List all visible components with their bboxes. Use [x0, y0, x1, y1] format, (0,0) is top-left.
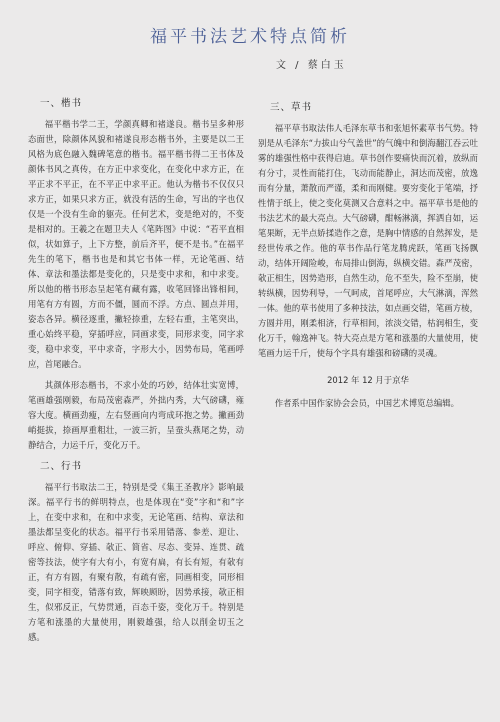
paragraph-kaishu-2: 其颜体形态楷书，不求小处的巧妙，结体壮实宽博，笔画雄强刚毅，布局茂密森严，外拙内秀，大气磅礴，雍容大度。横画劲瘦，左右竖画向内弯成环抱之势。撇画劲峭挺拔，捺画厚重粗壮，一波三折，呈蚕头燕尾之势，动静结合，力运千斤，变化万千。: [28, 380, 244, 450]
article-title: 福平书法艺术特点简析: [150, 27, 350, 47]
section-heading-kaishu: 一、楷书: [40, 98, 83, 109]
paragraph-caoshu-1: 福平草书取法伟人毛泽东草书和张旭怀素草书气势。特别是从毛泽东“力拔山兮气盖世”的气魄中和倒海翻江吞云吐雾的雄强性格中获得启迪。草书创作要痛快而沉着，放纵而有分寸，灵性而能打住，飞动而能静止，洞达而茂密，放逸而有分量，萧散而严谨，柔和而刚健。要穷变化于笔端，抒性情于纸上，使之变化莫测又合意料之中。福平草书是他的书法艺术的最大亮点。大气磅礴，酣畅淋漓，挥洒自如，运笔果断，无半点娇揉造作之意，是胸中情感的自然挥发，是经世传承之作。他的草书作品行笔龙腾虎跃，笔画飞扬飘动，结体开阔险峻，布局排山倒海，纵横交错。森严茂密，欹正相生，因势造形，自然生动，危不至失，险不至崩，使转纵横，因势利导，一气呵成，首尾呼应，大气淋漓，浑然一体。他的草书使用了多种技法，如点画交错，笔画方棱，方圆并用，刚柔相济，行草相间，浓淡交错，枯润相生，变化万千，翰逸神飞。特大亮点是方笔和涨墨的大量使用，使笔画力运千斤，使每个字具有雄强和磅礴的灵魂。: [258, 123, 478, 358]
paragraph-xingshu-1: 福平行书取法二王，特别是受《集王圣教序》影响最深。福平行书的鲜明特点，也是体现在“变”字和“和”字上，在变中求和，在和中求变，无论笔画、结构、章法和墨法都呈变化的状态。福平行书采用错落、参差、迎让、呼应、俯仰、穿插、欹正、简省、尽态、变异、连贯、疏密等技法，使字有大有小，有宽有扁，有长有短，有欹有正，有方有圆，有聚有散，有疏有密，同画相变，同形相变，同字相变，错落有致，辉映顾盼，因势承接，欹正相生，似邪反正，气势贯通，百态千姿，变化万千。特别是方笔和涨墨的大量使用，刚毅雄强，给人以削金切玉之感。: [28, 482, 244, 642]
section-heading-caoshu: 三、草书: [270, 102, 313, 113]
section-heading-xingshu: 二、行书: [40, 461, 83, 472]
right-column: [258, 96, 478, 417]
paragraph-kaishu-1: 福平楷书学二王，学颜真卿和褚遂良。楷书呈多种形态面世，除颜体风貌和褚遂良形态楷书外，主要是以二王风格为底色融入魏碑笔意的楷书。福平楷书得二王书体及颜体书风之真传，在方正中求变化，在变化中求方正，在平正求不平正，在不平正中求平正。他认为楷书不仅仅只求方正，如果只求方正，就没有活的生命，写出的字也仅仅是一个没有生命的躯壳。任何艺术，变是绝对的，不变是相对的。王羲之在题卫夫人《笔阵图》中说：“若平直相似，状如算子，上下方整，前后齐平，便不是书。”在福平先生的笔下，楷书也是和其它书体一样，无论笔画、结体、章法和墨法都是变化的，只是变中求和，和中求变。所以他的楷书形态呈起笔有藏有露，收笔回锋出锋相间，用笔有方有圆，方而不僵，圆而不浮。方点、圆点并用，姿态各异。横径逐重，撇轻捺重，左轻右重，主笔突出，重心始终平稳，穿插呼应，同画求变，同形求变，同字求变，稳中求变，平中求奇，字形大小，因势布局，笔画呼应，首尾融合。: [28, 119, 244, 369]
left-column: [28, 92, 244, 651]
date-line: 2012 年 12 月于京华: [327, 375, 409, 385]
author-bio: 作者系中国作家协会会员，中国艺术博览总编辑。: [274, 398, 460, 408]
author-byline: 文 / 蔡白玉: [276, 60, 347, 71]
